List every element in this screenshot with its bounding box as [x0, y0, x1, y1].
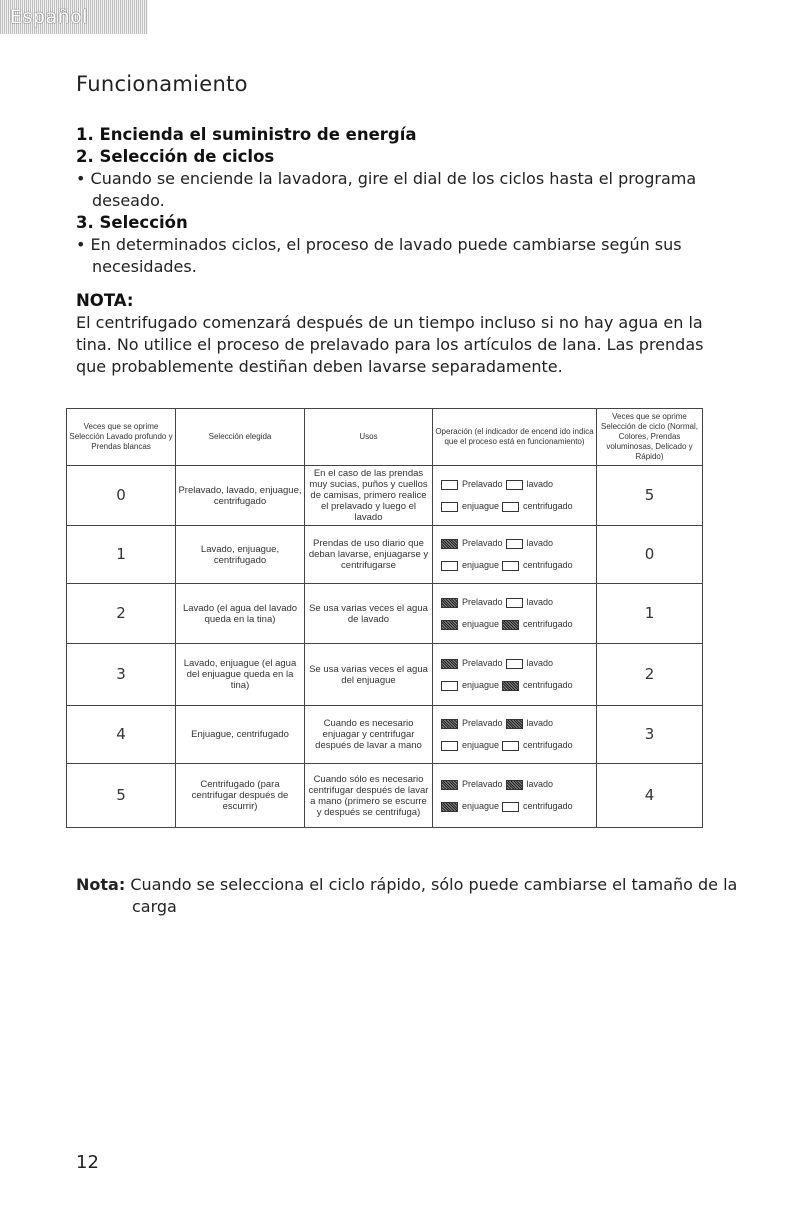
header-uses: Usos: [305, 409, 433, 466]
wash-indicator: [506, 598, 523, 608]
cell-presses-cycle: 1: [597, 584, 703, 644]
wash-indicator: [506, 659, 523, 669]
wash-label: lavado: [526, 479, 554, 489]
language-tab: [0, 0, 148, 34]
prewash-label: Prelavado: [462, 658, 503, 668]
operation-line-rinse-spin: [441, 796, 594, 818]
prewash-label: Prelavado: [462, 718, 503, 728]
cell-presses-cycle: 3: [597, 706, 703, 764]
operation-line-rinse-spin: [441, 735, 594, 757]
step3-bullet: • En determinados ciclos, el proceso de lavado puede cambiarse según sus necesidades.: [76, 235, 682, 276]
step3-heading: 3. Selección: [76, 213, 188, 232]
rinse-indicator: [441, 502, 458, 512]
table-header-row: [67, 409, 703, 466]
header-operation: Operación (el indicador de encend ido indica que el proceso está en funcionamiento): [433, 409, 597, 466]
step1-heading: 1. Encienda el suministro de energía: [76, 125, 417, 144]
table-row: [67, 526, 703, 584]
cell-uses: Cuando es necesario enjuagar y centrifugar después de lavar a mano: [305, 706, 433, 764]
rinse-indicator: [441, 802, 458, 812]
header-selection: Selección elegida: [176, 409, 305, 466]
cell-uses: Se usa varias veces el agua del enjuague: [305, 644, 433, 706]
prewash-indicator: [441, 480, 458, 490]
cell-operation: [433, 644, 597, 706]
rinse-label: enjuague: [462, 560, 500, 570]
table-row: [67, 764, 703, 828]
cycle-table: [66, 408, 703, 828]
prewash-indicator: [441, 780, 458, 790]
wash-indicator: [506, 780, 523, 790]
operation-line-prewash-wash: [441, 653, 594, 675]
wash-label: lavado: [526, 597, 554, 607]
rinse-label: enjuague: [462, 501, 500, 511]
cell-uses: Cuando sólo es necesario centrifugar después de lavar a mano (primero se escurre y después se centrifuga): [305, 764, 433, 828]
cell-presses-cycle: 4: [597, 764, 703, 828]
spin-indicator: [502, 502, 519, 512]
step2-heading: 2. Selección de ciclos: [76, 147, 275, 166]
prewash-indicator: [441, 539, 458, 549]
note-heading: NOTA:: [76, 291, 134, 310]
cell-presses-deep: 1: [67, 526, 176, 584]
page-number: 12: [76, 1152, 99, 1173]
rinse-indicator: [441, 681, 458, 691]
wash-label: lavado: [526, 538, 554, 548]
prewash-label: Prelavado: [462, 479, 503, 489]
cell-presses-cycle: 2: [597, 644, 703, 706]
rinse-label: enjuague: [462, 680, 500, 690]
header-presses-cycle: Veces que se oprime Selección de ciclo (Normal, Colores, Prendas voluminosas, Delicado y Rápido): [597, 409, 703, 466]
table-row: [67, 706, 703, 764]
cell-presses-deep: 4: [67, 706, 176, 764]
cell-selection: Centrifugado (para centrifugar después de escurrir): [176, 764, 305, 828]
prewash-label: Prelavado: [462, 538, 503, 548]
cell-presses-deep: 5: [67, 764, 176, 828]
cell-operation: [433, 706, 597, 764]
spin-indicator: [502, 681, 519, 691]
wash-indicator: [506, 539, 523, 549]
wash-indicator: [506, 719, 523, 729]
cell-operation: [433, 466, 597, 526]
cell-presses-deep: 2: [67, 584, 176, 644]
footer-note-label: Nota:: [76, 875, 126, 894]
prewash-label: Prelavado: [462, 597, 503, 607]
cell-selection: Lavado (el agua del lavado queda en la tina): [176, 584, 305, 644]
table-row: [67, 644, 703, 706]
operation-line-prewash-wash: [441, 713, 594, 735]
spin-label: centrifugado: [523, 801, 573, 811]
cell-uses: Se usa varias veces el agua de lavado: [305, 584, 433, 644]
cell-selection: Enjuague, centrifugado: [176, 706, 305, 764]
operation-line-rinse-spin: [441, 555, 594, 577]
spin-indicator: [502, 620, 519, 630]
wash-label: lavado: [526, 779, 554, 789]
operation-line-rinse-spin: [441, 496, 594, 518]
page-title: Funcionamiento: [76, 72, 248, 96]
cell-presses-deep: 3: [67, 644, 176, 706]
prewash-label: Prelavado: [462, 779, 503, 789]
spin-indicator: [502, 741, 519, 751]
rinse-label: enjuague: [462, 619, 500, 629]
note-text: El centrifugado comenzará después de un tiempo incluso si no hay agua en la tina. No utilice el proceso de prelavado para los artículos de lana. Las prendas que probablemente destiñan deben lavarse separadamente.: [76, 313, 704, 376]
cell-presses-cycle: 0: [597, 526, 703, 584]
operation-line-prewash-wash: [441, 774, 594, 796]
spin-indicator: [502, 802, 519, 812]
rinse-indicator: [441, 561, 458, 571]
rinse-label: enjuague: [462, 801, 500, 811]
language-tab-label: Español: [10, 6, 89, 28]
cell-uses: Prendas de uso diario que deban lavarse, enjuagarse y centrifugarse: [305, 526, 433, 584]
footer-note: [76, 874, 772, 918]
operation-line-rinse-spin: [441, 614, 594, 636]
cell-operation: [433, 526, 597, 584]
cell-presses-deep: 0: [67, 466, 176, 526]
rinse-label: enjuague: [462, 740, 500, 750]
spin-label: centrifugado: [523, 501, 573, 511]
operation-line-prewash-wash: [441, 474, 594, 496]
spin-label: centrifugado: [523, 560, 573, 570]
cell-selection: Lavado, enjuague, centrifugado: [176, 526, 305, 584]
operation-line-prewash-wash: [441, 592, 594, 614]
prewash-indicator: [441, 719, 458, 729]
cell-selection: Prelavado, lavado, enjuague, centrifugado: [176, 466, 305, 526]
cell-selection: Lavado, enjuague (el agua del enjuague queda en la tina): [176, 644, 305, 706]
rinse-indicator: [441, 620, 458, 630]
step2-bullet: • Cuando se enciende la lavadora, gire el dial de los ciclos hasta el programa deseado.: [76, 169, 697, 210]
operation-line-rinse-spin: [441, 675, 594, 697]
wash-label: lavado: [526, 658, 554, 668]
rinse-indicator: [441, 741, 458, 751]
instructions: [76, 124, 716, 378]
cell-presses-cycle: 5: [597, 466, 703, 526]
cell-operation: [433, 584, 597, 644]
table-row: [67, 584, 703, 644]
spin-label: centrifugado: [523, 740, 573, 750]
cell-uses: En el caso de las prendas muy sucias, puños y cuellos de camisas, primero realice el prelavado y luego el lavado: [305, 466, 433, 526]
prewash-indicator: [441, 659, 458, 669]
wash-label: lavado: [526, 718, 554, 728]
wash-indicator: [506, 480, 523, 490]
spin-label: centrifugado: [523, 680, 573, 690]
cell-operation: [433, 764, 597, 828]
header-presses-deep: Veces que se oprime Selección Lavado profundo y Prendas blancas: [67, 409, 176, 466]
prewash-indicator: [441, 598, 458, 608]
spin-label: centrifugado: [523, 619, 573, 629]
footer-note-text: Cuando se selecciona el ciclo rápido, sólo puede cambiarse el tamaño de la carga: [125, 875, 738, 916]
spin-indicator: [502, 561, 519, 571]
table-row: [67, 466, 703, 526]
operation-line-prewash-wash: [441, 533, 594, 555]
